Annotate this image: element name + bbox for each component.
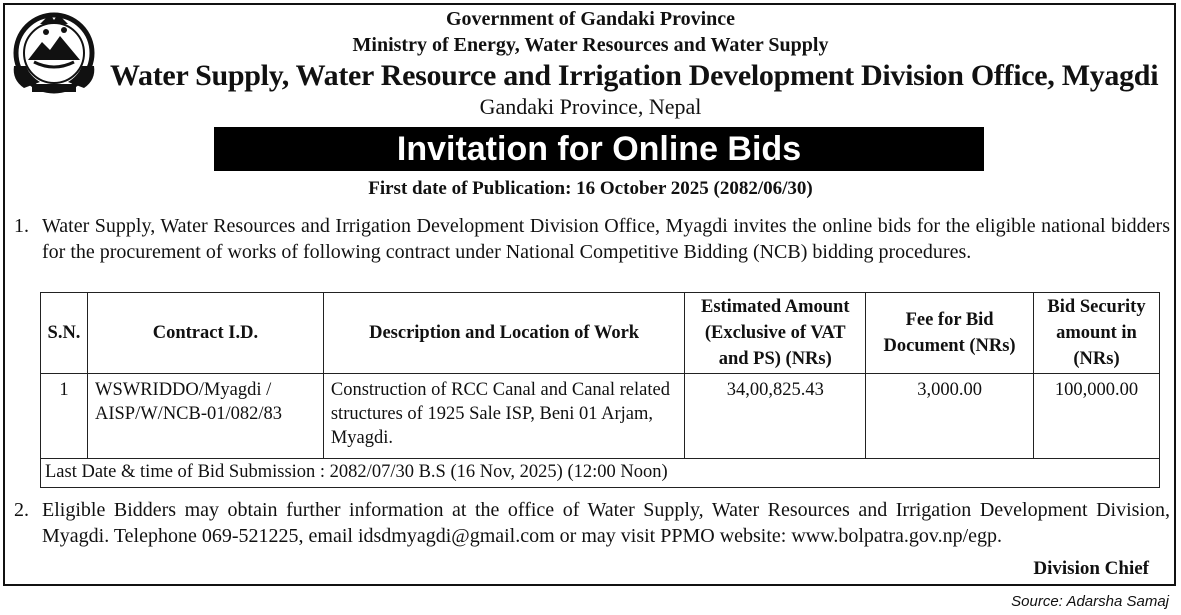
table-row: [41, 374, 1160, 459]
header-contract-id: Contract I.D.: [87, 293, 323, 374]
paragraph-text: Water Supply, Water Resources and Irrigation Development Division Office, Myagdi invites the online bids for the eligible national bidders for the procurement of works of following contract under National Competitive Bidding (NCB) bidding procedures.: [42, 215, 1170, 263]
header-office: Water Supply, Water Resource and Irrigation Development Division Office, Myagdi: [110, 59, 1159, 92]
paragraph-number: 2.: [14, 499, 29, 521]
cell-contract-id: WSWRIDDO/Myagdi / AISP/W/NCB-01/082/83: [87, 374, 323, 459]
header-fee: Fee for Bid Document (NRs): [866, 293, 1034, 374]
paragraph-number: 1.: [14, 215, 29, 237]
header-ministry: Ministry of Energy, Water Resources and Water Supply: [352, 34, 829, 56]
cell-sn: 1: [41, 374, 88, 459]
signature-title: Division Chief: [1033, 558, 1149, 579]
paragraph-invitation: [14, 213, 1170, 265]
notice-title-banner: Invitation for Online Bids: [214, 127, 984, 171]
header-estimated-amount: Estimated Amount (Exclusive of VAT and PS) (NRs): [685, 293, 866, 374]
paragraph-text: Eligible Bidders may obtain further information at the office of Water Supply, Water Resources and Irrigation Development Division, Myagdi. Telephone 069-521225, email idsdmyagdi@gmail.com or may visit PPMO website: www.bolpatra.gov.np/egp.: [42, 499, 1170, 547]
paragraph-contact: [14, 497, 1170, 549]
source-credit: Source: Adarsha Samaj: [1011, 593, 1169, 610]
bids-table: [40, 292, 1160, 488]
header-location: Gandaki Province, Nepal: [479, 94, 702, 119]
last-date-row: [41, 459, 1160, 488]
cell-bid-security: 100,000.00: [1034, 374, 1160, 459]
last-date-cell: Last Date & time of Bid Submission : 2082/07/30 B.S (16 Nov, 2025) (12:00 Noon): [41, 459, 1160, 488]
cell-estimated-amount: 34,00,825.43: [685, 374, 866, 459]
cell-fee: 3,000.00: [866, 374, 1034, 459]
cell-description: Construction of RCC Canal and Canal related structures of 1925 Sale ISP, Beni 01 Arjam, Myagdi.: [323, 374, 684, 459]
header-government: Government of Gandaki Province: [445, 8, 736, 30]
header-sn: S.N.: [41, 293, 88, 374]
publication-date: First date of Publication: 16 October 2025 (2082/06/30): [368, 178, 813, 199]
header-description: Description and Location of Work: [323, 293, 684, 374]
table-header-row: [41, 293, 1160, 374]
header-bid-security: Bid Security amount in (NRs): [1034, 293, 1160, 374]
